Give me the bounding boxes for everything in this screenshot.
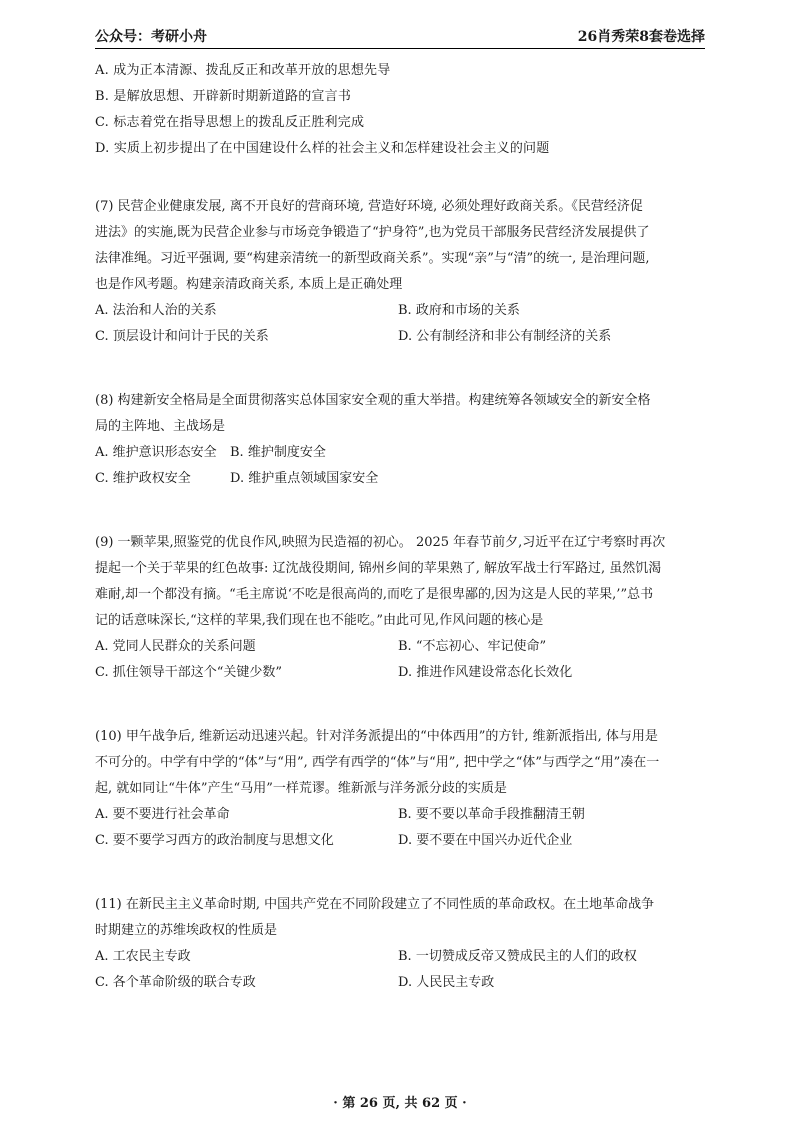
stem-line: 不可分的。中学有中学的“体”与“用”, 西学有西学的“体”与“用”, 把中学之“体”与西学之“用”凑在一: [95, 755, 660, 770]
option-d: D. 实质上初步提出了在中国建设什么样的社会主义和怎样建设社会主义的问题: [95, 141, 550, 156]
option-b: B. 维护制度安全: [230, 445, 326, 460]
stem-line: (8) 构建新安全格局是全面贯彻落实总体国家安全观的重大举措。构建统筹各领域安全的新安全格: [95, 393, 651, 408]
option-a: A. 工农民主专政: [95, 949, 191, 964]
header-source-label: 公众号：考研小舟: [95, 29, 207, 45]
option-d: D. 要不要在中国兴办近代企业: [398, 833, 573, 848]
option-b: B. 政府和市场的关系: [398, 303, 520, 318]
question-6-options: [95, 58, 705, 162]
question-11-stem: [95, 892, 705, 944]
option-b: B. 一切赞成反帝又赞成民主的人们的政权: [398, 949, 637, 964]
option-b: B. 要不要以革命手段推翻清王朝: [398, 807, 585, 822]
option-a: A. 成为正本清源、拨乱反正和改革开放的思想先导: [95, 63, 391, 78]
option-c: C. 顶层设计和问计于民的关系: [95, 329, 269, 344]
stem-line: 记的话意味深长,“这样的苹果,我们现在也不能吃。”由此可见,作风问题的核心是: [95, 613, 544, 628]
stem-line: (10) 甲午战争后, 维新运动迅速兴起。针对洋务派提出的“中体西用”的方针, 维新派指出, 体与用是: [95, 729, 658, 744]
stem-line: 也是作风考题。构建亲清政商关系, 本质上是正确处理: [95, 277, 403, 292]
option-c: C. 要不要学习西方的政治制度与思想文化: [95, 833, 334, 848]
question-7: [95, 194, 705, 350]
options-row: [95, 634, 705, 660]
option-d: D. 推进作风建设常态化长效化: [398, 665, 573, 680]
header-title-label: 26肖秀荣8套卷选择: [577, 29, 705, 45]
option-b: B. 是解放思想、开辟新时期新道路的宣言书: [95, 89, 352, 104]
question-11: [95, 892, 705, 996]
page-content: [95, 58, 705, 996]
question-9: [95, 530, 705, 686]
question-9-stem: [95, 530, 705, 634]
stem-line: 局的主阵地、主战场是: [95, 419, 226, 434]
options-row: [95, 466, 705, 492]
options-row: [95, 802, 705, 828]
option-c: C. 维护政权安全: [95, 471, 191, 486]
option-a: A. 党同人民群众的关系问题: [95, 639, 256, 654]
stem-line: 进法》的实施,既为民营企业参与市场竞争锻造了“护身符”,也为党员干部服务民营经济发展提供了: [95, 225, 650, 240]
question-8: [95, 388, 705, 492]
question-10: [95, 724, 705, 854]
question-8-stem: [95, 388, 705, 440]
option-d: D. 维护重点领域国家安全: [230, 471, 379, 486]
option-c: C. 标志着党在指导思想上的拨乱反正胜利完成: [95, 115, 365, 130]
stem-line: (11) 在新民主主义革命时期, 中国共产党在不同阶段建立了不同性质的革命政权。在土地革命战争: [95, 897, 655, 912]
options-row: [95, 828, 705, 854]
stem-line: 提起一个关于苹果的红色故事: 辽沈战役期间, 锦州乡间的苹果熟了, 解放军战士行军路过, 虽然饥渴: [95, 561, 662, 576]
options-row: [95, 660, 705, 686]
options-row: [95, 944, 705, 970]
stem-line: 法律准绳。习近平强调, 要“构建亲清统一的新型政商关系”。实现“亲”与“清”的统一, 是治理问题,: [95, 251, 650, 266]
stem-line: 难耐,却一个都没有摘。“毛主席说‘不吃是很高尚的,而吃了是很卑鄙的,因为这是人民的苹果,’”总书: [95, 587, 654, 602]
option-a: A. 维护意识形态安全: [95, 445, 217, 460]
stem-line: 起, 就如同让“牛体”产生“马用”一样荒谬。维新派与洋务派分歧的实质是: [95, 781, 507, 796]
option-d: D. 人民民主专政: [398, 975, 495, 990]
option-b: B. “不忘初心、牢记使命”: [398, 639, 547, 654]
page-number-footer: · 第 26 页, 共 62 页 ·: [333, 1096, 467, 1111]
stem-line: (7) 民营企业健康发展, 离不开良好的营商环境, 营造好环境, 必须处理好政商关系。《民营经济促: [95, 199, 643, 214]
stem-line: (9) 一颗苹果,照鉴党的优良作风,映照为民造福的初心。 2025 年春节前夕,习近平在辽宁考察时再次: [95, 535, 666, 550]
stem-line: 时期建立的苏维埃政权的性质是: [95, 923, 278, 938]
question-7-stem: [95, 194, 705, 298]
option-d: D. 公有制经济和非公有制经济的关系: [398, 329, 612, 344]
option-a: A. 法治和人治的关系: [95, 303, 217, 318]
options-row: [95, 970, 705, 996]
options-row: [95, 324, 705, 350]
option-a: A. 要不要进行社会革命: [95, 807, 230, 822]
options-row: [95, 440, 705, 466]
option-c: C. 各个革命阶级的联合专政: [95, 975, 256, 990]
option-c: C. 抓住领导干部这个“关键少数”: [95, 665, 283, 680]
options-row: [95, 298, 705, 324]
page-header: [95, 24, 705, 49]
question-10-stem: [95, 724, 705, 802]
